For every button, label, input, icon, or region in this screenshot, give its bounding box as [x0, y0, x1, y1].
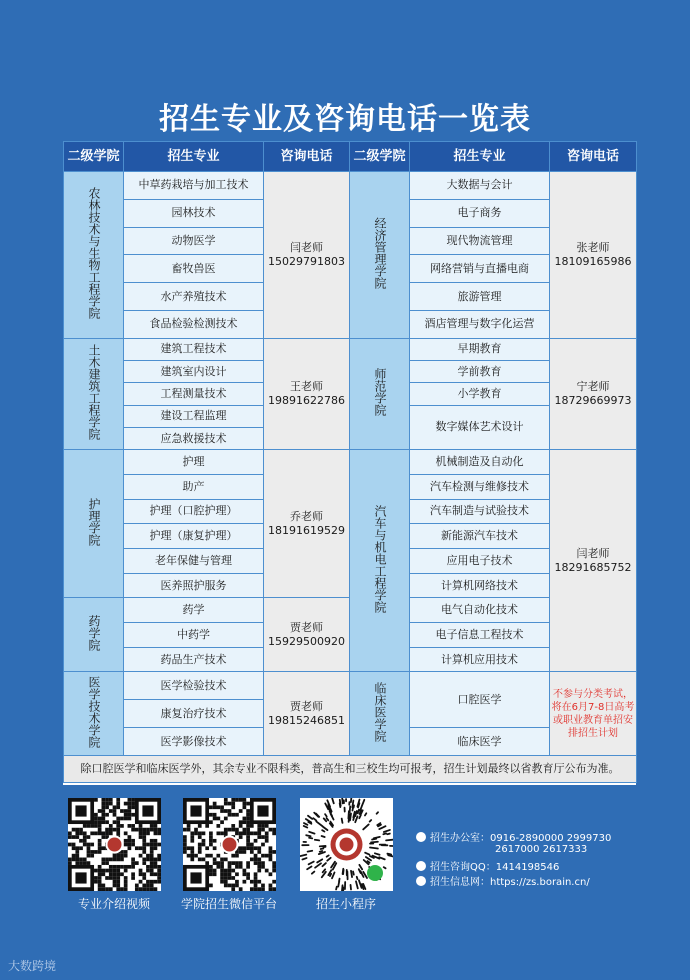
qr-code-icon [183, 798, 276, 891]
college-name: 土木建筑工程学院 [87, 344, 101, 441]
contact-phone: 19815246851 [268, 713, 345, 727]
header-contact-right: 咨询电话 [550, 142, 637, 172]
right-major: 小学教育 [410, 383, 550, 405]
college-name: 师范学院 [373, 368, 387, 417]
right-major: 新能源汽车技术 [410, 524, 550, 549]
website-line: 招生信息网：https://zs.borain.cn/ [416, 873, 590, 888]
header-contact-left: 咨询电话 [264, 142, 350, 172]
right-major: 电气自动化技术 [410, 598, 550, 623]
left-major: 建设工程监理 [124, 405, 264, 427]
contact-phone: 18729669973 [554, 394, 632, 408]
contact-name: 张老师 [576, 240, 610, 254]
college-name: 农林技术与生物工程学院 [87, 186, 101, 319]
right-major: 数字媒体艺术设计 [410, 405, 550, 450]
right-major: 汽车制造与试验技术 [410, 499, 550, 524]
left-college-2 [64, 450, 124, 598]
contact-name: 闫老师 [576, 546, 610, 560]
contact-phone: 18109165986 [554, 254, 632, 268]
contact-phone: 15929500920 [268, 634, 345, 648]
left-major: 建筑室内设计 [124, 361, 264, 383]
qq-line: 招生咨询QQ：1414198546 [416, 858, 559, 873]
qr-label-miniprogram: 招生小程序 [315, 897, 376, 911]
left-major: 医学影像技术 [124, 728, 264, 756]
left-major: 药品生产技术 [124, 647, 264, 672]
website-link[interactable]: https://zs.borain.cn/ [490, 877, 590, 888]
right-major: 酒店管理与数字化运营 [410, 310, 550, 338]
qq-number: 1414198546 [495, 862, 560, 873]
qr-code-video[interactable] [68, 798, 161, 891]
table-header-row [64, 142, 637, 172]
contact-name: 贾老师 [290, 620, 323, 634]
left-contact-3 [264, 598, 350, 672]
left-contact-0 [264, 172, 350, 339]
college-name: 汽车与机电工程学院 [373, 504, 387, 613]
right-college-3 [350, 672, 410, 756]
left-major: 应急救援技术 [124, 427, 264, 449]
footer-note: 除口腔医学和临床医学外，其余专业不限科类，普高生和三校生均可报考，招生计划最终以省教育厅公布为准。 [64, 756, 637, 783]
right-major: 应用电子技术 [410, 549, 550, 574]
right-major: 汽车检测与维修技术 [410, 474, 550, 499]
contact-name: 王老师 [290, 380, 323, 394]
qr-code-icon [68, 798, 161, 891]
left-major: 中药学 [124, 623, 264, 648]
right-major: 口腔医学 [410, 672, 550, 728]
table-row [64, 672, 637, 700]
contact-phone: 15029791803 [268, 254, 345, 268]
footer-row [64, 756, 637, 783]
left-major: 中草药栽培与加工技术 [124, 172, 264, 200]
left-major: 药学 [124, 598, 264, 623]
qq-icon [416, 861, 426, 871]
qr-label-video: 专业介绍视频 [77, 897, 150, 911]
contact-name: 闫老师 [290, 240, 323, 254]
left-college-0 [64, 172, 124, 339]
college-name: 临床医学院 [373, 681, 387, 742]
left-college-3 [64, 598, 124, 672]
watermark: 大数跨境 [8, 959, 57, 973]
right-major: 电子商务 [410, 199, 550, 227]
table-row [64, 172, 637, 200]
right-major: 临床医学 [410, 728, 550, 756]
left-college-4 [64, 672, 124, 756]
contact-name: 乔老师 [290, 509, 323, 523]
majors-table-container [63, 141, 636, 785]
left-contact-1 [264, 338, 350, 449]
right-major: 大数据与会计 [410, 172, 550, 200]
left-major: 医学检验技术 [124, 672, 264, 700]
header-major-left: 招生专业 [124, 142, 264, 172]
page-title: 招生专业及咨询电话一览表 [159, 102, 531, 137]
table-row [64, 450, 637, 475]
majors-table [63, 141, 637, 783]
left-major: 老年保健与管理 [124, 549, 264, 574]
contact-phone: 18291685752 [554, 560, 632, 574]
phone-icon [416, 832, 426, 842]
table-row [64, 338, 637, 360]
left-major: 护理 [124, 450, 264, 475]
qr-label-wechat: 学院招生微信平台 [180, 897, 277, 911]
left-major: 动物医学 [124, 227, 264, 255]
right-major: 现代物流管理 [410, 227, 550, 255]
left-major: 护理（康复护理） [124, 524, 264, 549]
right-college-2 [350, 450, 410, 672]
right-major: 计算机应用技术 [410, 647, 550, 672]
left-major: 康复治疗技术 [124, 700, 264, 728]
left-contact-4 [264, 672, 350, 756]
mini-program-code[interactable] [300, 798, 393, 891]
contact-phone: 19891622786 [268, 394, 345, 408]
right-major: 电子信息工程技术 [410, 623, 550, 648]
right-major: 网络营销与直播电商 [410, 255, 550, 283]
right-major: 机械制造及自动化 [410, 450, 550, 475]
right-college-0 [350, 172, 410, 339]
left-major: 食品检验检测技术 [124, 310, 264, 338]
right-college-1 [350, 338, 410, 449]
right-note: 不参与分类考试，将在6月7-8日高考或职业教育单招安排招生计划 [550, 672, 637, 756]
right-major: 早期教育 [410, 338, 550, 360]
contact-name: 宁老师 [576, 380, 610, 394]
header-major-right: 招生专业 [410, 142, 550, 172]
right-major: 计算机网络技术 [410, 573, 550, 598]
college-name: 经济管理学院 [373, 216, 387, 289]
right-major: 旅游管理 [410, 283, 550, 311]
office-phone-line: 招生办公室：0916-2890000 2999730 [416, 829, 611, 844]
left-contact-2 [264, 450, 350, 598]
college-name: 护理学院 [87, 497, 101, 546]
left-major: 建筑工程技术 [124, 338, 264, 360]
office-phone-line-2: 2617000 2617333 [495, 844, 588, 855]
header-college-left: 二级学院 [64, 142, 124, 172]
left-major: 工程测量技术 [124, 383, 264, 405]
table-body [64, 172, 637, 783]
right-major: 学前教育 [410, 361, 550, 383]
left-major: 助产 [124, 474, 264, 499]
right-contact-2 [550, 450, 637, 672]
contact-name: 贾老师 [290, 699, 323, 713]
college-name: 医学技术学院 [87, 675, 101, 748]
globe-icon [416, 876, 426, 886]
left-major: 医养照护服务 [124, 573, 264, 598]
left-major: 护理（口腔护理） [124, 499, 264, 524]
header-college-right: 二级学院 [350, 142, 410, 172]
left-major: 水产养殖技术 [124, 283, 264, 311]
left-college-1 [64, 338, 124, 449]
contact-phone: 18191619529 [268, 523, 345, 537]
office-phones: 0916-2890000 2999730 [490, 833, 612, 844]
right-contact-0 [550, 172, 637, 339]
right-contact-1 [550, 338, 637, 449]
mini-program-code-icon [300, 798, 393, 891]
college-name: 药学院 [87, 614, 101, 651]
left-major: 园林技术 [124, 199, 264, 227]
qr-code-wechat[interactable] [183, 798, 276, 891]
left-major: 畜牧兽医 [124, 255, 264, 283]
